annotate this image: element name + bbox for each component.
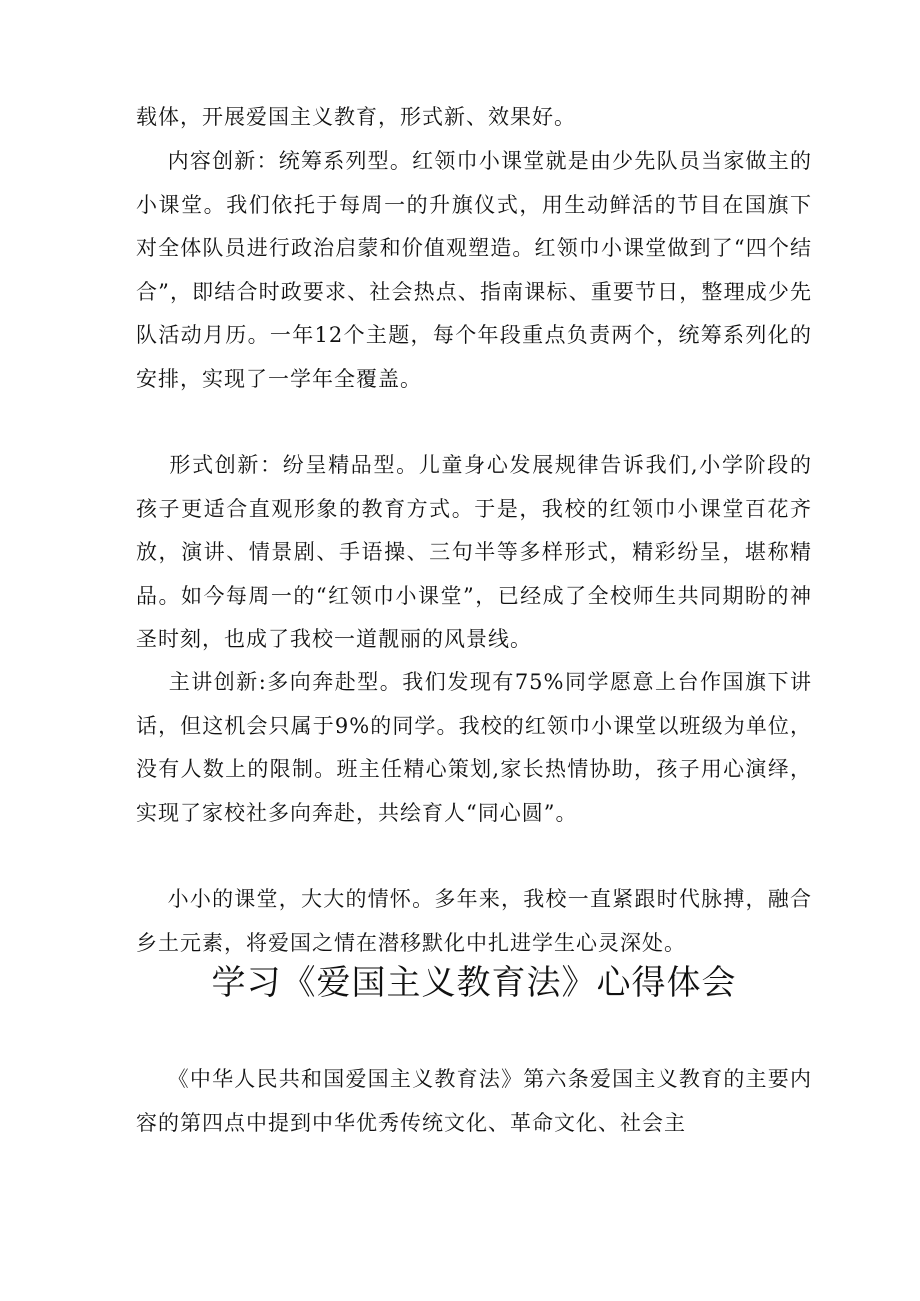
paragraph-conclusion: 小小的课堂，大大的情怀。多年来，我校一直紧跟时代脉搏，融合乡土元素，将爱国之情在潜移默化中扎进学生心灵深处。: [136, 887, 813, 955]
paragraph-content-innovation: 内容创新：统筹系列型。红领巾小课堂就是由少先队员当家做主的小课堂。我们依托于每周一的升旗仪式，用生动鲜活的节目在国旗下对全体队员进行政治启蒙和价值观塑造。红领巾小课堂做到了“四个结合”，即结合时政要求、社会热点、指南课标、重要节日，整理成少先队活动月历。一年12个主题，每个年段重点负责两个，统筹系列化的安排，实现了一学年全覆盖。: [136, 149, 813, 391]
paragraph-speaker-innovation: 主讲创新:多向奔赴型。我们发现有75%同学愿意上台作国旗下讲话，但这机会只属于9%的同学。我校的红领巾小课堂以班级为单位，没有人数上的限制。班主任精心策划,家长热情协助，孩子用心演绎，实现了家校社多向奔赴，共绘育人“同心圆”。: [136, 670, 813, 825]
section-heading: 学习《爱国主义教育法》心得体会: [211, 963, 737, 1003]
paragraph-form-innovation: 形式创新：纷呈精品型。儿童身心发展规律告诉我们,小学阶段的孩子更适合直观形象的教育方式。于是，我校的红领巾小课堂百花齐放，演讲、情景剧、手语操、三句半等多样形式，精彩纷呈，堪称精品。如今每周一的“红领巾小课堂”，已经成了全校师生共同期盼的神圣时刻，也成了我校一道靓丽的风景线。: [136, 453, 812, 651]
paragraph-law-intro: 《中华人民共和国爱国主义教育法》第六条爱国主义教育的主要内容的第四点中提到中华优秀传统文化、革命文化、社会主: [136, 1067, 813, 1135]
paragraph-carrier-summary: 载体，开展爱国主义教育，形式新、效果好。: [136, 105, 576, 129]
